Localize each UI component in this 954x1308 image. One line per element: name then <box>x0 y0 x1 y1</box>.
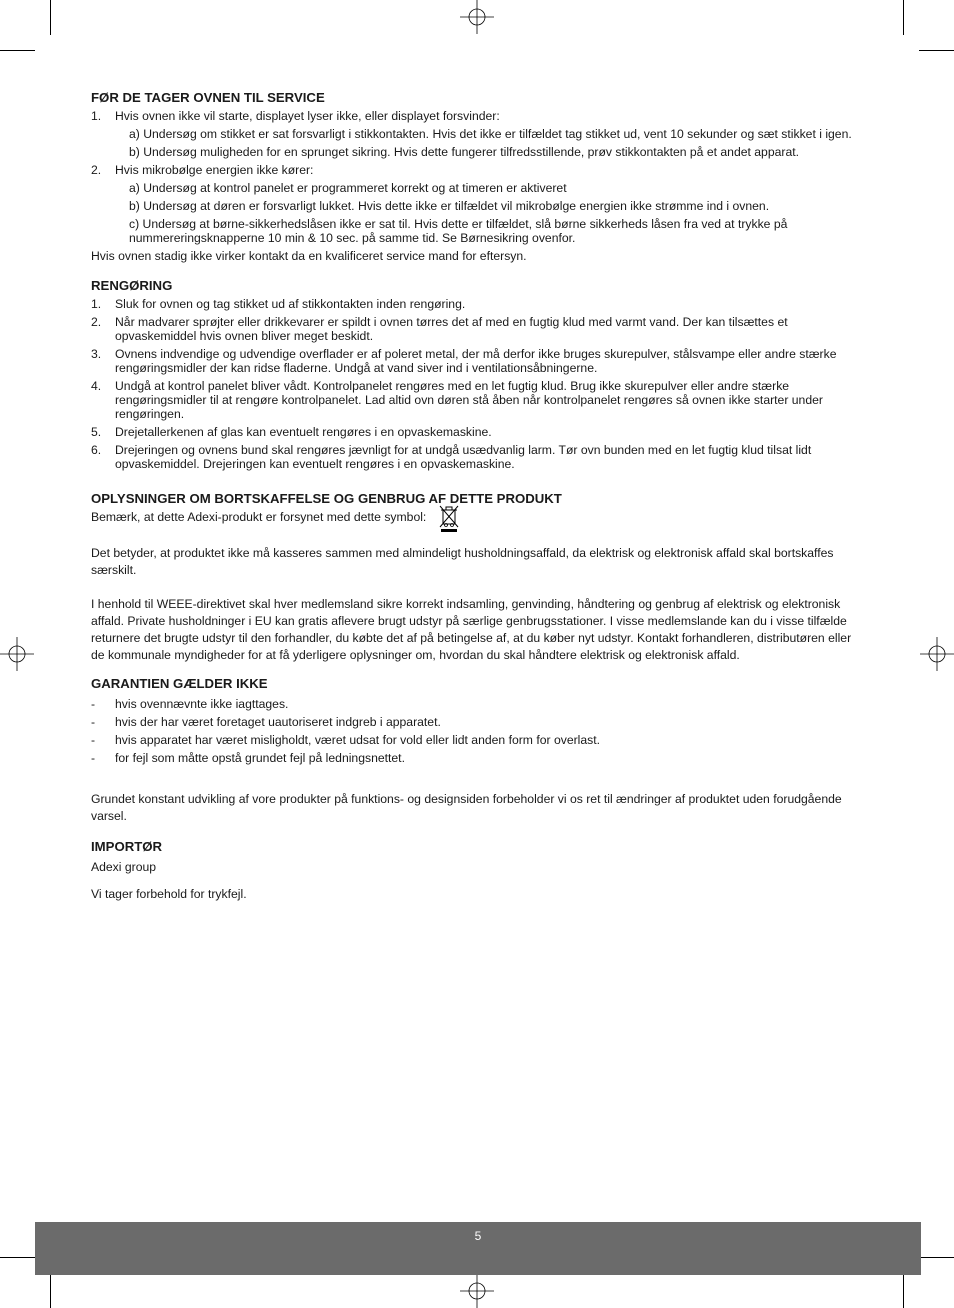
symbol-text: Bemærk, at dette Adexi-produkt er forsynet med dette symbol: <box>91 510 427 524</box>
closing-text: Hvis ovnen stadig ikke virker kontakt da en kvalificeret service mand for eftersyn. <box>91 249 527 263</box>
service-section <box>91 90 866 263</box>
item-number: 2. <box>91 315 102 329</box>
section-title: FØR DE TAGER OVNEN TIL SERVICE <box>91 90 325 105</box>
item-text: Drejetallerkenen af glas kan eventuelt rengøres i en opvaskemaskine. <box>115 425 492 439</box>
sub-item: c) Undersøg at børne-sikkerhedslåsen ikke er sat til. Hvis dette er tilfældet, slå børne sikkerheds låsen fra ved at trykke på nummereringsknapperne 10 min & 10 sec. på samme tid. Se Børnesikring ovenfor. <box>129 217 788 245</box>
paragraph: I henhold til WEEE-direktivet skal hver medlemsland sikre korrekt indsamling, genvinding, håndtering og genbrug af elektrisk og elektronisk affald. Private husholdninger i EU kan gratis aflevere brugt udstyr på særlige genbrugsstationer. I visse medlemslande kan du i visse tilfælde returnere det brugte udstyr til den forhandler, du købte det af på betingelse af, at du køber nyt udstyr. Kontakt forhandleren, distributøren eller de kommunale myndigheder for at få yderligere oplysninger om, hvordan du skal håndtere elektrisk og elektronisk affald. <box>91 597 852 662</box>
crop-mark <box>0 50 35 51</box>
crop-mark <box>919 50 954 51</box>
item-text: Hvis ovnen ikke vil starte, displayet lyser ikke, eller displayet forsvinder: <box>115 109 500 123</box>
sub-item: a) Undersøg at kontrol panelet er programmeret korrekt og at timeren er aktiveret <box>129 181 567 195</box>
crop-mark <box>919 1257 954 1258</box>
cleaning-section <box>91 278 866 471</box>
registration-mark-icon <box>460 0 494 34</box>
crop-mark <box>903 1273 904 1308</box>
weee-crossed-bin-icon <box>438 504 460 532</box>
item-text: Hvis mikrobølge energien ikke kører: <box>115 163 314 177</box>
registration-mark-icon <box>460 1274 494 1308</box>
list-item <box>91 379 866 421</box>
item-number: 6. <box>91 443 102 457</box>
item-text: hvis ovennævnte ikke iagttages. <box>115 697 289 711</box>
paragraph: Det betyder, at produktet ikke må kasseres sammen med almindeligt husholdningsaffald, da elektrisk og elektronisk affald skal bortskaffes særskilt. <box>91 546 834 577</box>
list-item <box>91 425 866 439</box>
item-number: 1. <box>91 297 102 311</box>
dash-marker: - <box>91 715 96 729</box>
item-text: Undgå at kontrol panelet bliver vådt. Kontrolpanelet rengøres med en let fugtig klud. Brug ikke skurepulver eller andre stærke rengøringsmidler til at rengøre kontrolpanelet. Lad altid ovn døren stå åben når kontrolpanelet rengøres så ovnen ikke starter under rengøringen. <box>115 379 823 421</box>
item-text: for fejl som måtte opstå grundet fejl på ledningsnettet. <box>115 751 405 765</box>
list-item <box>91 751 866 765</box>
document-body <box>91 90 866 901</box>
list-item <box>91 315 866 343</box>
sub-item: b) Undersøg muligheden for en sprunget sikring. Hvis dette fungerer tilfredsstillende, prøv stikkontakten på et andet apparat. <box>129 145 799 159</box>
section-title: RENGØRING <box>91 278 173 293</box>
item-number: 2. <box>91 163 102 177</box>
item-text: Drejeringen og ovnens bund skal rengøres jævnligt for at undgå usædvanlig larm. Tør ovn bunden med en let fugtig klud tilsat lidt opvaskemiddel. Drejeringen kan eventuelt rengøres i en opvaskemaskine. <box>115 443 812 471</box>
symbol-line <box>91 503 866 531</box>
dash-marker: - <box>91 751 96 765</box>
dash-marker: - <box>91 733 96 747</box>
disclaimer: Vi tager forbehold for trykfejl. <box>91 887 247 901</box>
sub-item: a) Undersøg om stikket er sat forsvarligt i stikkontakten. Hvis det ikke er tilfældet tag stikket ud, vent 10 sekunder og sæt stikket i igen. <box>129 127 852 141</box>
sub-item: b) Undersøg at døren er forsvarligt lukket. Hvis dette ikke er tilfældet vil mikrobølge energien ikke strømme ind i ovnen. <box>129 199 770 213</box>
list-item <box>91 443 866 471</box>
crop-mark <box>0 1257 35 1258</box>
item-number: 1. <box>91 109 102 123</box>
dash-marker: - <box>91 697 96 711</box>
page-number: 5 <box>474 1229 482 1243</box>
item-text: Ovnens indvendige og udvendige overflader er af poleret metal, der må derfor ikke bruges skurepulver, stålsvampe eller andre stærke rengøringsmidler der kan ridse fladerne. Undgå at vand siver ind i ventilationsåbningerne. <box>115 347 837 375</box>
section-title: OPLYSNINGER OM BORTSKAFFELSE OG GENBRUG AF DETTE PRODUKT <box>91 491 562 506</box>
crop-mark <box>903 0 904 35</box>
list-item <box>91 297 866 311</box>
item-text: hvis der har været foretaget uautoriseret indgreb i apparatet. <box>115 715 441 729</box>
item-number: 4. <box>91 379 102 393</box>
list-item <box>91 733 866 747</box>
list-item <box>91 163 866 177</box>
item-text: Når madvarer sprøjter eller drikkevarer er spildt i ovnen tørres det af med en fugtig klud med varmt vand. Der kan tilsættes et opvaskemiddel hvis ovnen bliver meget beskidt. <box>115 315 788 343</box>
list-item <box>91 697 866 711</box>
footer-bar <box>35 1222 921 1275</box>
registration-mark-icon <box>920 637 954 671</box>
registration-mark-icon <box>0 637 34 671</box>
item-text: hvis apparatet har været misligholdt, været udsat for vold eller lidt anden form for overlast. <box>115 733 601 747</box>
importer-name: Adexi group <box>91 860 157 874</box>
item-text: Sluk for ovnen og tag stikket ud af stikkontakten inden rengøring. <box>115 297 466 311</box>
paragraph: Grundet konstant udvikling af vore produkter på funktions- og designsiden forbeholder vi os ret til ændringer af produktet uden forudgående varsel. <box>91 792 842 823</box>
crop-mark <box>50 1273 51 1308</box>
list-item <box>91 715 866 729</box>
warranty-section <box>91 676 866 825</box>
item-number: 3. <box>91 347 102 361</box>
crop-mark <box>50 0 51 35</box>
section-title: IMPORTØR <box>91 839 163 854</box>
item-number: 5. <box>91 425 102 439</box>
list-item <box>91 109 866 123</box>
list-item <box>91 347 866 375</box>
section-title: GARANTIEN GÆLDER IKKE <box>91 676 268 691</box>
importer-section <box>91 839 866 901</box>
disposal-section <box>91 491 866 664</box>
